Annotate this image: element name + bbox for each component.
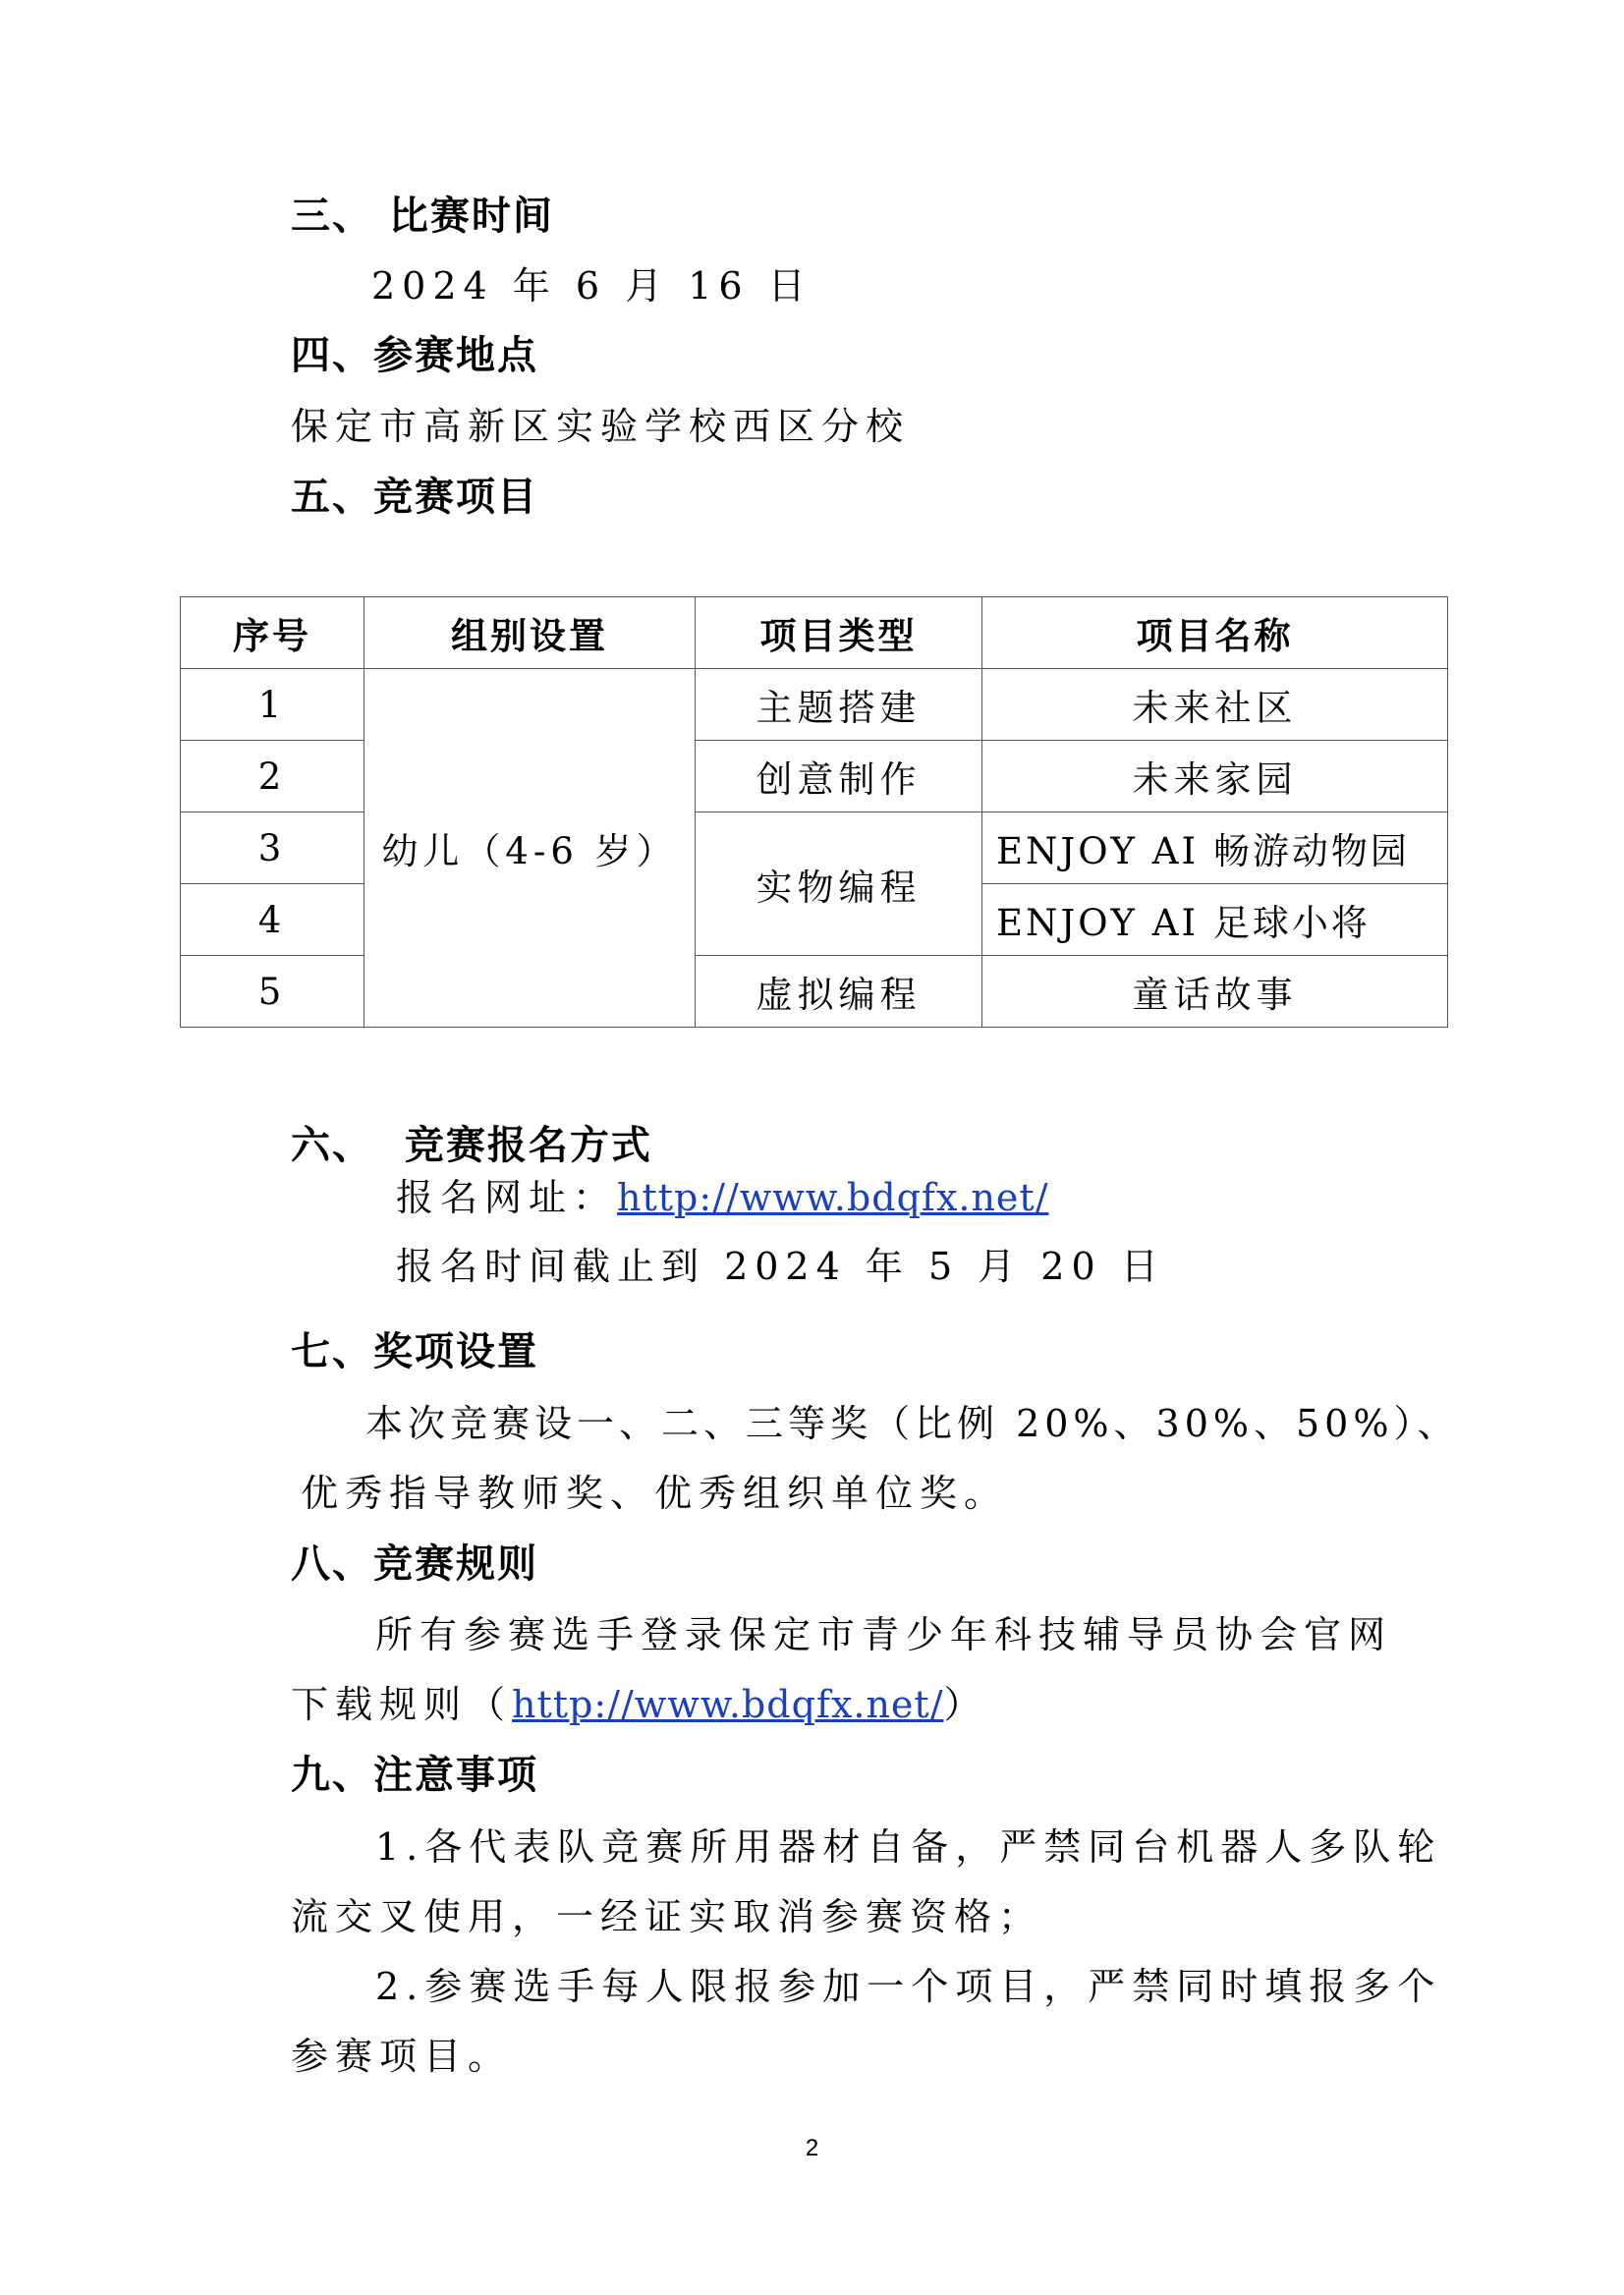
table-row xyxy=(181,669,1448,741)
header-name: 项目名称 xyxy=(982,597,1448,669)
event-name: ENJOY AI 足球小将 xyxy=(982,884,1448,956)
row-number: 1 xyxy=(181,669,364,741)
registration-url-link[interactable]: http://www.bdqfx.net/ xyxy=(617,1176,1049,1219)
registration-url-label: 报名网址： xyxy=(396,1176,618,1219)
section-3-heading: 三、 比赛时间 xyxy=(291,194,554,239)
row-number: 5 xyxy=(181,956,364,1028)
event-type: 创意制作 xyxy=(696,741,982,812)
note-1-line-1: 1.各代表队竞赛所用器材自备，严禁同台机器人多队轮 xyxy=(375,1825,1442,1869)
events-table xyxy=(180,596,1448,1028)
registration-url-line xyxy=(396,1176,1049,1219)
section-5-heading: 五、竞赛项目 xyxy=(291,475,538,520)
note-2-line-1: 2.参赛选手每人限报参加一个项目，严禁同时填报多个 xyxy=(375,1965,1442,2008)
event-type: 实物编程 xyxy=(696,812,982,956)
event-name: 未来社区 xyxy=(982,669,1448,741)
page-number: 2 xyxy=(805,2135,819,2161)
note-2-line-2: 参赛项目。 xyxy=(291,2035,513,2078)
registration-deadline: 报名时间截止到 2024 年 5 月 20 日 xyxy=(396,1245,1165,1288)
rules-url-link[interactable]: http://www.bdqfx.net/ xyxy=(512,1683,944,1726)
rules-line-2 xyxy=(291,1683,988,1726)
row-number: 3 xyxy=(181,812,364,884)
section-8-heading: 八、竞赛规则 xyxy=(291,1541,538,1587)
rules-prefix: 下载规则（ xyxy=(291,1683,513,1726)
section-7-heading: 七、奖项设置 xyxy=(291,1329,538,1374)
header-type: 项目类型 xyxy=(696,597,982,669)
table-header-row xyxy=(181,597,1448,669)
competition-date: 2024 年 6 月 16 日 xyxy=(371,264,812,308)
event-type: 虚拟编程 xyxy=(696,956,982,1028)
section-6-heading: 六、 竞赛报名方式 xyxy=(291,1123,652,1168)
header-number: 序号 xyxy=(181,597,364,669)
awards-line-2: 优秀指导教师奖、优秀组织单位奖。 xyxy=(301,1472,1009,1515)
row-number: 2 xyxy=(181,741,364,812)
competition-venue: 保定市高新区实验学校西区分校 xyxy=(291,405,911,448)
awards-line-1: 本次竞赛设一、二、三等奖（比例 20%、30%、50%）、 xyxy=(365,1402,1460,1445)
event-name: 童话故事 xyxy=(982,956,1448,1028)
event-name: ENJOY AI 畅游动物园 xyxy=(982,812,1448,884)
section-4-heading: 四、参赛地点 xyxy=(291,333,538,378)
rules-line-1: 所有参赛选手登录保定市青少年科技辅导员协会官网 xyxy=(375,1613,1393,1656)
event-name: 未来家园 xyxy=(982,741,1448,812)
header-group: 组别设置 xyxy=(364,597,696,669)
section-9-heading: 九、注意事项 xyxy=(291,1753,538,1798)
event-type: 主题搭建 xyxy=(696,669,982,741)
note-1-line-2: 流交叉使用，一经证实取消参赛资格； xyxy=(291,1895,1043,1938)
row-number: 4 xyxy=(181,884,364,956)
group-cell: 幼儿（4-6 岁） xyxy=(364,669,696,1028)
rules-suffix: ） xyxy=(943,1683,988,1726)
